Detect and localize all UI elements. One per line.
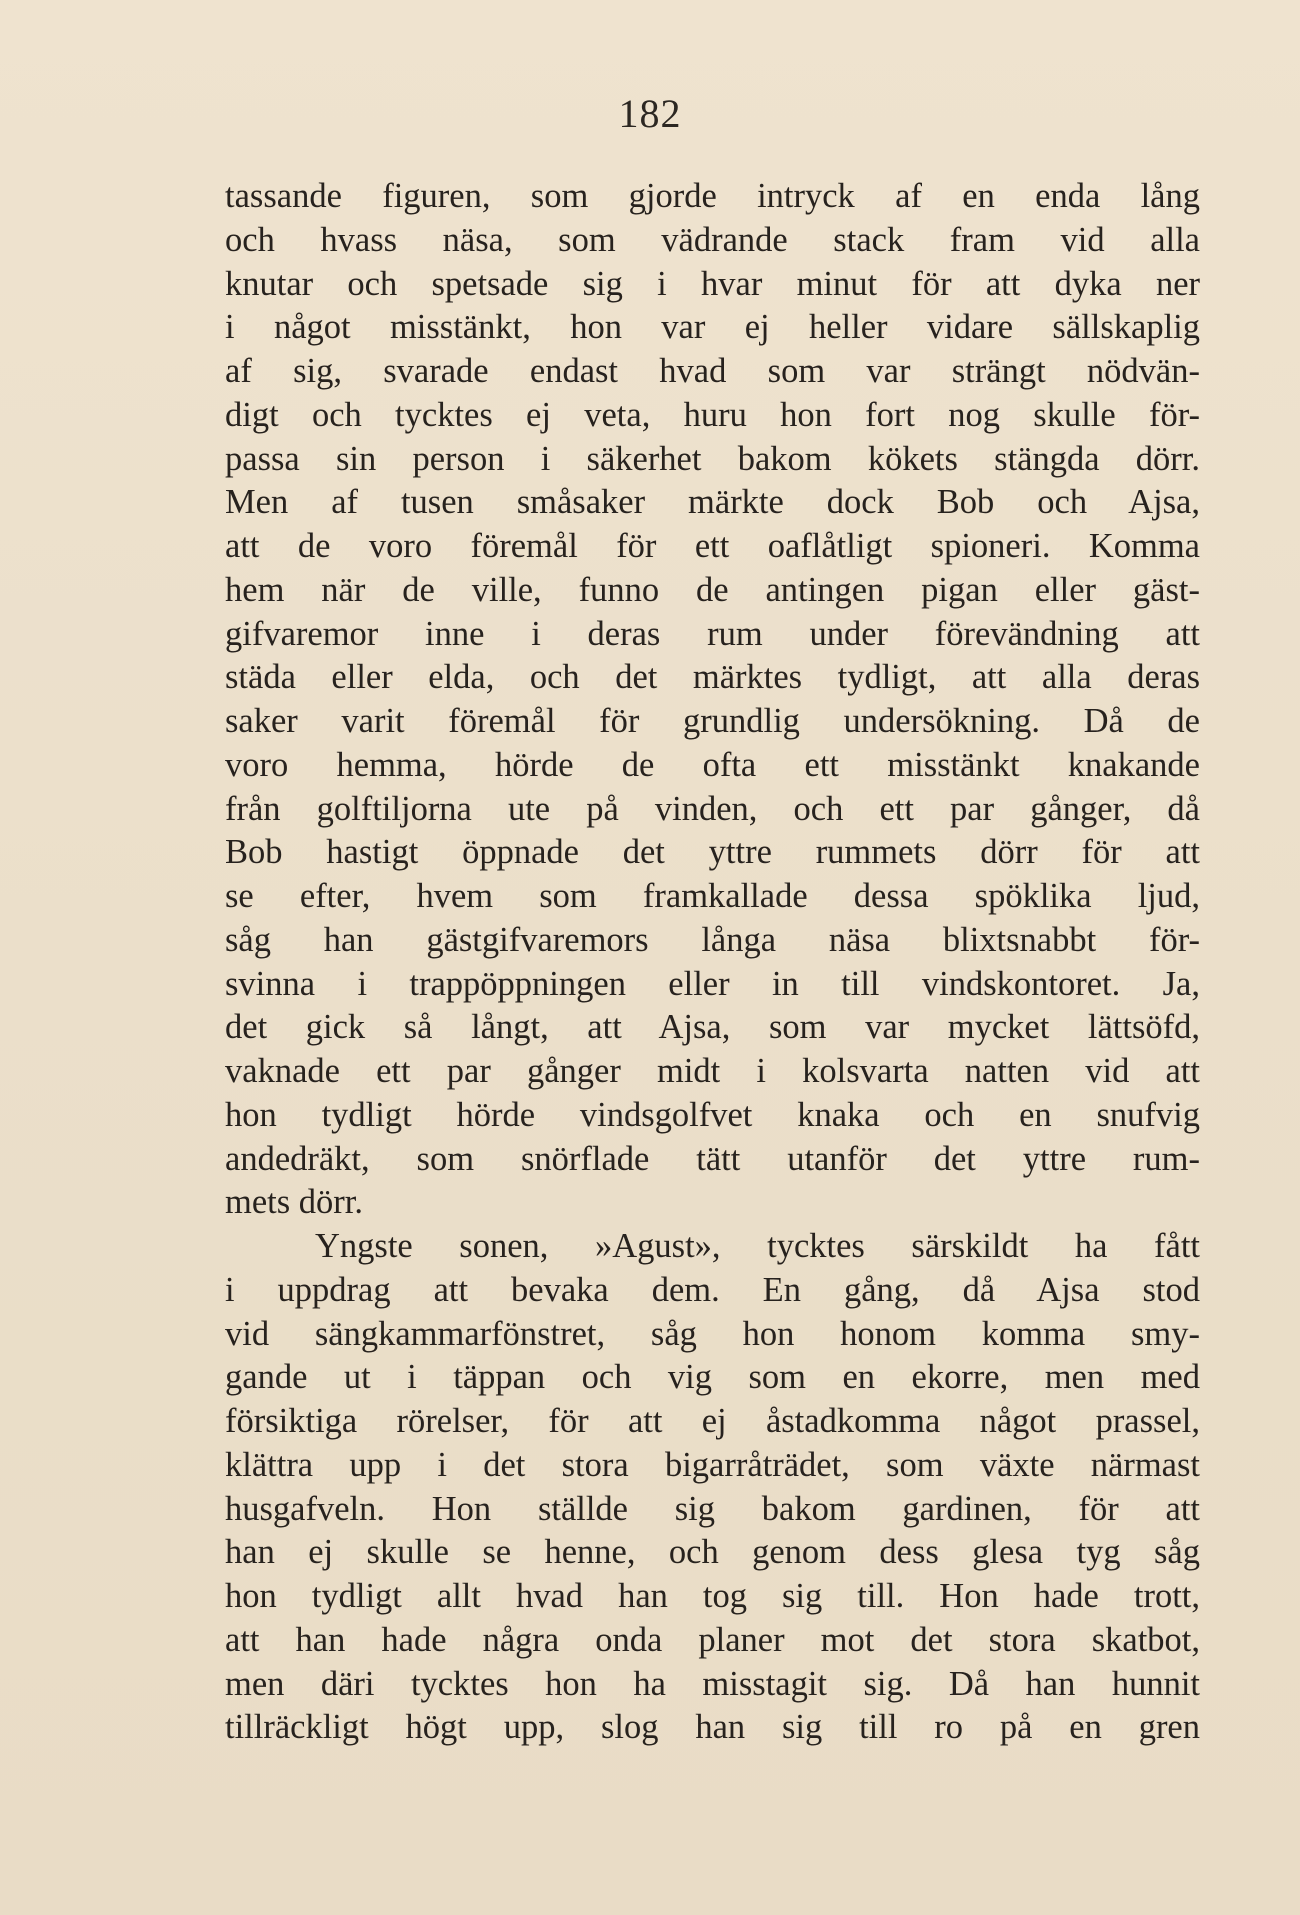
text-line: svinna i trappöppningen eller in till vindskontoret. Ja, bbox=[225, 964, 1200, 1003]
text-line: vid sängkammarfönstret, såg hon honom komma smy- bbox=[225, 1314, 1200, 1353]
paragraph-1 bbox=[225, 175, 1200, 1225]
text-line: tassande figuren, som gjorde intryck af en enda lång bbox=[225, 177, 1200, 215]
text-line: tillräckligt högt upp, slog han sig till ro på en gren bbox=[225, 1708, 1200, 1747]
text-line: i uppdrag att bevaka dem. En gång, då Ajsa stod bbox=[225, 1270, 1200, 1309]
text-line: hem när de ville, funno de antingen pigan eller gäst- bbox=[225, 570, 1200, 609]
text-line: hon tydligt hörde vindsgolfvet knaka och en snufvig bbox=[225, 1095, 1200, 1134]
text-line: husgafveln. Hon ställde sig bakom gardinen, för att bbox=[225, 1489, 1200, 1528]
text-line: att de voro föremål för ett oaflåtligt spioneri. Komma bbox=[225, 527, 1200, 565]
text-line: i något misstänkt, hon var ej heller vidare sällskaplig bbox=[225, 308, 1200, 347]
text-line: voro hemma, hörde de ofta ett misstänkt knakande bbox=[225, 745, 1200, 784]
text-line: att han hade några onda planer mot det stora skatbot, bbox=[225, 1620, 1200, 1659]
text-line: af sig, svarade endast hvad som var strängt nödvän- bbox=[225, 352, 1200, 390]
text-line: gande ut i täppan och vig som en ekorre, men med bbox=[225, 1358, 1200, 1397]
text-line: klättra upp i det stora bigarråträdet, som växte närmast bbox=[225, 1445, 1200, 1484]
text-line: vaknade ett par gånger midt i kolsvarta natten vid att bbox=[225, 1052, 1200, 1090]
paragraph-2 bbox=[225, 1225, 1200, 1750]
text-line: digt och tycktes ej veta, huru hon fort nog skulle för- bbox=[225, 395, 1200, 434]
text-line: Yngste sonen, »Agust», tycktes särskildt ha fått bbox=[315, 1227, 1200, 1265]
text-line: saker varit föremål för grundlig undersökning. Då de bbox=[225, 702, 1200, 740]
text-line: försiktiga rörelser, för att ej åstadkomma något prassel, bbox=[225, 1402, 1200, 1440]
text-line: han ej skulle se henne, och genom dess glesa tyg såg bbox=[225, 1533, 1200, 1572]
page-number: 182 bbox=[618, 91, 682, 136]
text-line: andedräkt, som snörflade tätt utanför det yttre rum- bbox=[225, 1139, 1200, 1178]
text-line: från golftiljorna ute på vinden, och ett par gånger, då bbox=[225, 789, 1200, 828]
text-line: gifvaremor inne i deras rum under förevändning att bbox=[225, 614, 1200, 653]
text-line: passa sin person i säkerhet bakom kökets stängda dörr. bbox=[225, 439, 1200, 478]
text-line: Bob hastigt öppnade det yttre rummets dörr för att bbox=[225, 833, 1200, 872]
text-line: mets dörr. bbox=[225, 1183, 363, 1222]
body-text bbox=[225, 175, 1200, 1750]
text-line: men däri tycktes hon ha misstagit sig. Då han hunnit bbox=[225, 1664, 1200, 1703]
text-line: knutar och spetsade sig i hvar minut för att dyka ner bbox=[225, 264, 1200, 303]
text-line: och hvass näsa, som vädrande stack fram vid alla bbox=[225, 220, 1200, 259]
text-line: hon tydligt allt hvad han tog sig till. Hon hade trott, bbox=[225, 1577, 1200, 1615]
text-line: städa eller elda, och det märktes tydligt, att alla deras bbox=[225, 658, 1200, 697]
text-line: det gick så långt, att Ajsa, som var mycket lättsöfd, bbox=[225, 1008, 1200, 1047]
text-line: Men af tusen småsaker märkte dock Bob och Ajsa, bbox=[225, 483, 1200, 522]
text-line: såg han gästgifvaremors långa näsa blixtsnabbt för- bbox=[225, 920, 1200, 959]
text-line: se efter, hvem som framkallade dessa spöklika ljud, bbox=[225, 877, 1200, 915]
